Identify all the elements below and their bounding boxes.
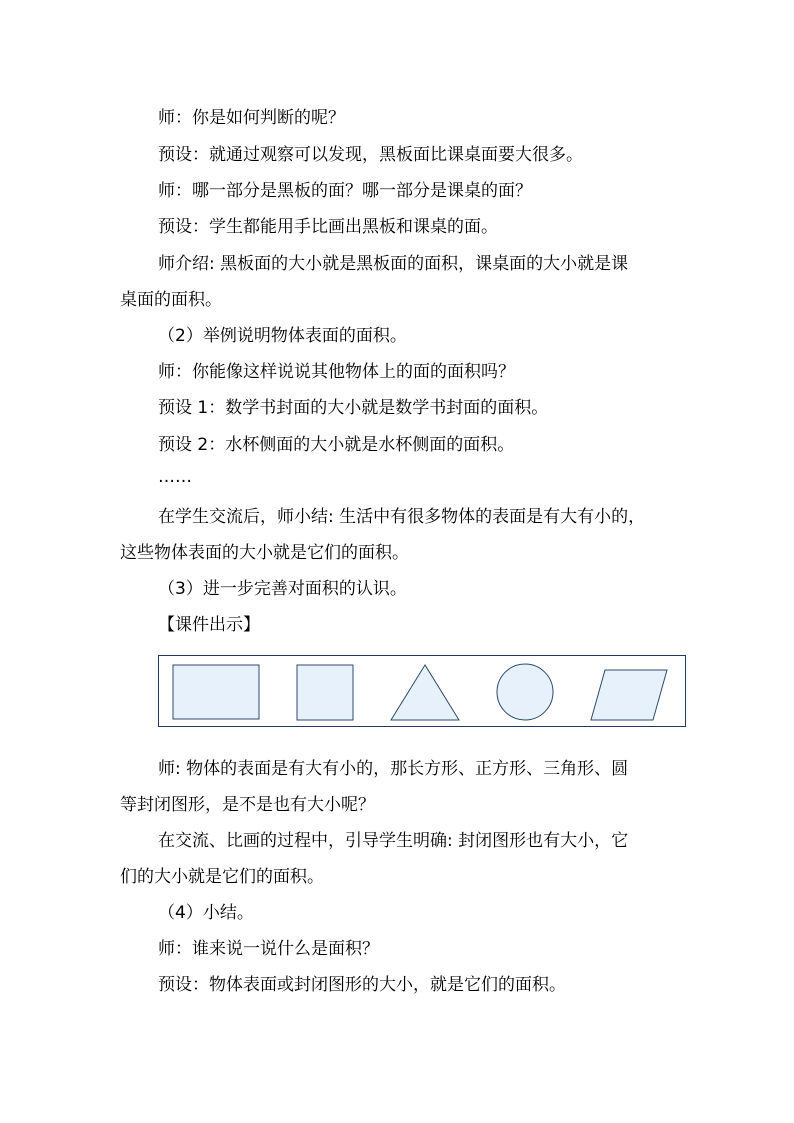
shapes-figure xyxy=(158,655,686,727)
parallelogram-shape xyxy=(591,670,667,720)
section-heading: （4）小结。 xyxy=(158,903,254,923)
section-heading: （3）进一步完善对面积的认识。 xyxy=(158,579,407,599)
courseware-label: 【课件出示】 xyxy=(158,615,260,635)
shapes-svg xyxy=(159,656,687,728)
text-line: 预设：学生都能用手比画出黑板和课桌的面。 xyxy=(158,217,498,237)
text-line: 师: 物体的表面是有大有小的，那长方形、正方形、三角形、圆 xyxy=(158,759,629,779)
ellipsis-line: …… xyxy=(158,467,192,487)
rectangle-shape xyxy=(173,665,259,719)
circle-shape xyxy=(497,664,553,720)
text-line: 预设：物体表面或封闭图形的大小，就是它们的面积。 xyxy=(158,975,566,995)
square-shape xyxy=(297,665,353,720)
text-line: 这些物体表面的大小就是它们的面积。 xyxy=(120,543,409,563)
text-line: 师介绍: 黑板面的大小就是黑板面的面积，课桌面的大小就是课 xyxy=(158,254,629,274)
text-line: 等封闭图形，是不是也有大小呢？ xyxy=(120,795,375,815)
text-line: 在交流、比画的过程中，引导学生明确: 封闭图形也有大小，它 xyxy=(158,831,629,851)
text-line: 师：你能像这样说说其他物体上的面的面积吗？ xyxy=(158,362,515,382)
text-line: 师：谁来说一说什么是面积？ xyxy=(158,939,379,959)
text-line: 师：哪一部分是黑板的面？哪一部分是课桌的面？ xyxy=(158,181,532,201)
text-line: 预设 2：水杯侧面的大小就是水杯侧面的面积。 xyxy=(158,435,515,455)
text-line: 预设 1：数学书封面的大小就是数学书封面的面积。 xyxy=(158,398,549,418)
text-line: 们的大小就是它们的面积。 xyxy=(120,867,324,887)
triangle-shape xyxy=(391,665,459,720)
text-line: 师：你是如何判断的呢？ xyxy=(158,108,345,128)
text-line: 预设：就通过观察可以发现，黑板面比课桌面要大很多。 xyxy=(158,145,583,165)
text-line: 桌面的面积。 xyxy=(120,290,222,310)
section-heading: （2）举例说明物体表面的面积。 xyxy=(158,326,407,346)
text-line: 在学生交流后，师小结: 生活中有很多物体的表面是有大有小的， xyxy=(158,507,646,527)
